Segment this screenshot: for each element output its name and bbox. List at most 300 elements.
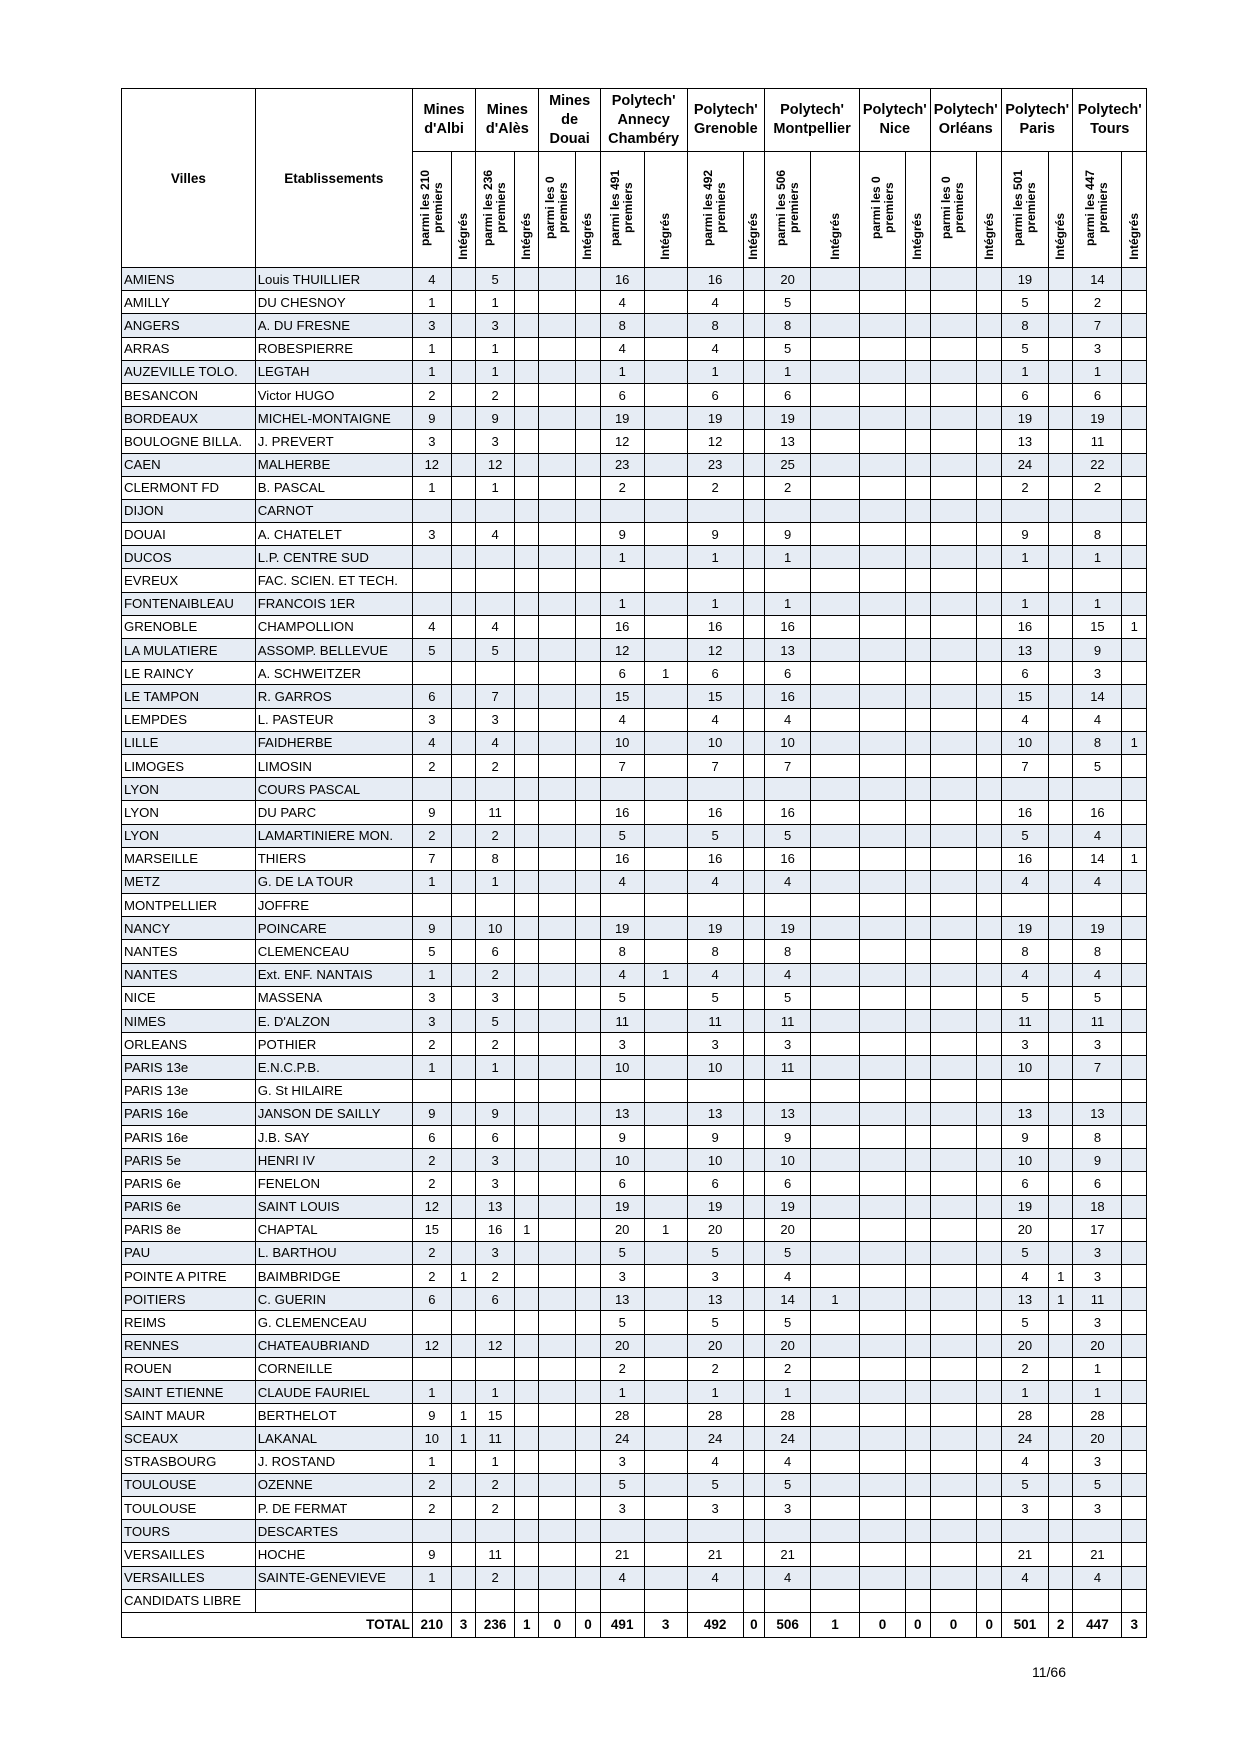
cell-value	[930, 314, 977, 337]
cell-value	[905, 1427, 930, 1450]
cell-value	[743, 917, 764, 940]
rank-subheader-label: parmi les 236 premiers	[481, 169, 509, 247]
cell-value: 19	[1073, 407, 1122, 430]
cell-value	[576, 1520, 601, 1543]
cell-value: 4	[1073, 963, 1122, 986]
cell-value	[644, 1195, 687, 1218]
cell-value: 21	[1001, 1543, 1048, 1566]
cell-value: 1	[412, 963, 451, 986]
cell-ville: PARIS 8e	[122, 1218, 256, 1241]
cell-value	[930, 1195, 977, 1218]
cell-value	[977, 383, 1002, 406]
cell-value	[743, 1241, 764, 1264]
cell-value	[860, 754, 906, 777]
cell-value	[860, 685, 906, 708]
cell-value	[539, 824, 576, 847]
cell-value	[930, 754, 977, 777]
cell-value	[860, 824, 906, 847]
cell-value: 13	[1001, 1288, 1048, 1311]
cell-value: 10	[476, 917, 515, 940]
cell-value: 19	[765, 407, 811, 430]
cell-value	[1048, 917, 1073, 940]
cell-value	[1122, 1404, 1147, 1427]
cell-value	[977, 1589, 1002, 1612]
table-header	[122, 89, 1147, 268]
cell-value	[1122, 1125, 1147, 1148]
cell-value: 8	[1073, 523, 1122, 546]
cell-ville: PARIS 13e	[122, 1056, 256, 1079]
cell-value	[476, 778, 515, 801]
cell-value	[905, 1357, 930, 1380]
table-footer	[122, 1612, 1147, 1637]
cell-value	[576, 268, 601, 291]
cell-value: 9	[687, 1125, 743, 1148]
cell-value	[451, 1149, 476, 1172]
cell-value	[1048, 1520, 1073, 1543]
cell-value	[539, 1033, 576, 1056]
cell-value	[1048, 546, 1073, 569]
cell-value	[743, 615, 764, 638]
cell-value	[743, 1566, 764, 1589]
cell-value	[576, 430, 601, 453]
cell-value: 4	[1001, 963, 1048, 986]
cell-value: 5	[687, 1311, 743, 1334]
cell-value	[905, 1381, 930, 1404]
cell-value: 9	[412, 917, 451, 940]
cell-value	[977, 314, 1002, 337]
cell-value: 9	[476, 1102, 515, 1125]
cell-value: 7	[476, 685, 515, 708]
cell-value	[743, 1288, 764, 1311]
cell-value: 13	[1001, 639, 1048, 662]
cell-value	[644, 546, 687, 569]
cell-value: 15	[1001, 685, 1048, 708]
cell-value: 1	[476, 291, 515, 314]
cell-value	[977, 407, 1002, 430]
cell-value: 1	[476, 337, 515, 360]
table-row	[122, 453, 1147, 476]
cell-value	[600, 1589, 644, 1612]
cell-value: 15	[412, 1218, 451, 1241]
cell-ville: RENNES	[122, 1334, 256, 1357]
cell-value	[1122, 685, 1147, 708]
cell-value	[860, 1427, 906, 1450]
cell-value	[811, 1149, 860, 1172]
total-value: 0	[977, 1612, 1002, 1637]
cell-value	[905, 1404, 930, 1427]
cell-etablissement: Ext. ENF. NANTAIS	[255, 963, 412, 986]
cell-value	[576, 1033, 601, 1056]
cell-value: 6	[765, 662, 811, 685]
total-value: 1	[811, 1612, 860, 1637]
cell-value	[576, 592, 601, 615]
cell-value	[860, 1404, 906, 1427]
cell-value	[977, 1241, 1002, 1264]
cell-value	[451, 754, 476, 777]
cell-value	[412, 592, 451, 615]
cell-value	[743, 847, 764, 870]
cell-value: 2	[412, 754, 451, 777]
cell-value: 1	[687, 592, 743, 615]
cell-value	[860, 569, 906, 592]
cell-value: 2	[476, 963, 515, 986]
cell-value	[905, 731, 930, 754]
cell-value: 8	[687, 314, 743, 337]
cell-value: 20	[765, 268, 811, 291]
cell-value	[1122, 1218, 1147, 1241]
cell-value	[451, 917, 476, 940]
cell-value	[451, 894, 476, 917]
table-row	[122, 1427, 1147, 1450]
cell-value	[1048, 430, 1073, 453]
cell-value	[451, 360, 476, 383]
cell-value: 10	[765, 731, 811, 754]
cell-value: 1	[412, 291, 451, 314]
total-value: 2	[1048, 1612, 1073, 1637]
cell-value	[811, 1566, 860, 1589]
cell-value: 22	[1073, 453, 1122, 476]
cell-value	[811, 569, 860, 592]
cell-value: 2	[1001, 1357, 1048, 1380]
cell-value	[1048, 360, 1073, 383]
cell-value: 11	[687, 1010, 743, 1033]
cell-value	[860, 708, 906, 731]
cell-value	[860, 1241, 906, 1264]
cell-value	[539, 894, 576, 917]
cell-value	[1122, 1102, 1147, 1125]
integres-subheader-label: Intégrés	[1053, 213, 1068, 260]
cell-value	[860, 731, 906, 754]
cell-value	[514, 801, 539, 824]
cell-etablissement: POTHIER	[255, 1033, 412, 1056]
cell-value	[905, 337, 930, 360]
cell-value: 8	[600, 940, 644, 963]
cell-value	[860, 383, 906, 406]
cell-ville: POITIERS	[122, 1288, 256, 1311]
table-row	[122, 546, 1147, 569]
cell-value: 12	[687, 430, 743, 453]
cell-value	[576, 963, 601, 986]
cell-value	[644, 1079, 687, 1102]
cell-value: 16	[600, 268, 644, 291]
cell-value: 19	[1001, 407, 1048, 430]
cell-value: 10	[412, 1427, 451, 1450]
cell-value: 4	[1073, 708, 1122, 731]
table-row	[122, 476, 1147, 499]
cell-value	[1048, 476, 1073, 499]
cell-value	[860, 337, 906, 360]
cell-value	[514, 708, 539, 731]
cell-value	[811, 1450, 860, 1473]
cell-value	[576, 1241, 601, 1264]
cell-etablissement: LAKANAL	[255, 1427, 412, 1450]
cell-value	[930, 383, 977, 406]
cell-ville: ARRAS	[122, 337, 256, 360]
cell-value	[539, 1265, 576, 1288]
cell-value: 4	[476, 615, 515, 638]
cell-value	[811, 708, 860, 731]
table-row	[122, 291, 1147, 314]
cell-value: 4	[687, 708, 743, 731]
cell-value	[811, 731, 860, 754]
cell-value	[576, 1381, 601, 1404]
cell-value: 4	[1001, 708, 1048, 731]
cell-value: 5	[765, 337, 811, 360]
cell-ville: SCEAUX	[122, 1427, 256, 1450]
cell-value	[451, 291, 476, 314]
cell-value: 20	[687, 1334, 743, 1357]
cell-value	[860, 1010, 906, 1033]
cell-value: 4	[1073, 870, 1122, 893]
cell-value	[451, 824, 476, 847]
cell-value	[743, 1543, 764, 1566]
cell-value	[743, 1520, 764, 1543]
cell-value: 5	[687, 1473, 743, 1496]
integres-subheader	[644, 152, 687, 268]
table-row	[122, 847, 1147, 870]
cell-value	[811, 1543, 860, 1566]
cell-value: 20	[1073, 1334, 1122, 1357]
cell-value	[476, 1589, 515, 1612]
rank-subheader-label: parmi les 491 premiers	[608, 169, 636, 247]
cell-value	[451, 1450, 476, 1473]
page-number: 11/66	[1032, 1664, 1066, 1680]
cell-value	[811, 1010, 860, 1033]
cell-value	[451, 963, 476, 986]
cell-value	[811, 894, 860, 917]
cell-value: 15	[600, 685, 644, 708]
total-value: 1	[514, 1612, 539, 1637]
cell-value	[644, 1102, 687, 1125]
cell-value	[576, 407, 601, 430]
cell-value	[930, 1334, 977, 1357]
cell-value: 3	[1073, 662, 1122, 685]
cell-etablissement: FENELON	[255, 1172, 412, 1195]
cell-value	[930, 1311, 977, 1334]
cell-value	[977, 430, 1002, 453]
cell-value: 4	[687, 291, 743, 314]
cell-value: 2	[476, 824, 515, 847]
table-row	[122, 754, 1147, 777]
cell-value	[451, 1056, 476, 1079]
cell-ville: LA MULATIERE	[122, 639, 256, 662]
cell-etablissement: POINCARE	[255, 917, 412, 940]
cell-value	[514, 499, 539, 522]
cell-value	[539, 1172, 576, 1195]
cell-value	[576, 639, 601, 662]
cell-value: 13	[765, 639, 811, 662]
cell-value	[1048, 1079, 1073, 1102]
column-header-villes: Villes	[122, 89, 256, 268]
cell-value	[1048, 731, 1073, 754]
cell-value	[905, 592, 930, 615]
cell-value: 8	[765, 314, 811, 337]
cell-value	[905, 453, 930, 476]
cell-value	[743, 1265, 764, 1288]
cell-value	[765, 499, 811, 522]
cell-value	[1048, 778, 1073, 801]
cell-value	[539, 1589, 576, 1612]
cell-value: 5	[600, 824, 644, 847]
table-row	[122, 383, 1147, 406]
cell-value	[977, 592, 1002, 615]
cell-value: 19	[1073, 917, 1122, 940]
table-row	[122, 801, 1147, 824]
school-header: Polytech' Tours	[1073, 89, 1147, 152]
cell-value: 9	[1001, 1125, 1048, 1148]
cell-value: 13	[765, 430, 811, 453]
cell-value	[1122, 1427, 1147, 1450]
cell-value	[930, 917, 977, 940]
cell-value	[451, 1125, 476, 1148]
table-row	[122, 1357, 1147, 1380]
cell-value: 5	[687, 824, 743, 847]
cell-value: 10	[765, 1149, 811, 1172]
table-row	[122, 337, 1147, 360]
cell-value: 6	[476, 940, 515, 963]
cell-value	[1122, 1450, 1147, 1473]
cell-etablissement: G. DE LA TOUR	[255, 870, 412, 893]
total-value: 506	[765, 1612, 811, 1637]
cell-value	[811, 523, 860, 546]
cell-etablissement: OZENNE	[255, 1473, 412, 1496]
cell-value	[644, 1149, 687, 1172]
cell-value	[811, 685, 860, 708]
cell-value: 4	[687, 1566, 743, 1589]
cell-value	[860, 870, 906, 893]
cell-value	[644, 569, 687, 592]
cell-value	[905, 1450, 930, 1473]
cell-value	[514, 1473, 539, 1496]
cell-value	[644, 314, 687, 337]
cell-value	[514, 1589, 539, 1612]
cell-value: 24	[1001, 453, 1048, 476]
cell-value	[905, 801, 930, 824]
school-header: Polytech' Grenoble	[687, 89, 765, 152]
cell-value	[811, 778, 860, 801]
cell-ville: BOULOGNE BILLA.	[122, 430, 256, 453]
cell-value	[687, 569, 743, 592]
cell-value	[905, 940, 930, 963]
cell-value	[576, 1311, 601, 1334]
cell-value	[476, 546, 515, 569]
cell-value	[743, 291, 764, 314]
cell-etablissement: L. BARTHOU	[255, 1241, 412, 1264]
cell-ville: AUZEVILLE TOLO.	[122, 360, 256, 383]
cell-value: 4	[412, 268, 451, 291]
cell-value: 8	[1073, 940, 1122, 963]
cell-value	[412, 778, 451, 801]
cell-value	[811, 1172, 860, 1195]
cell-value	[451, 1218, 476, 1241]
rank-subheader-label: parmi les 492 premiers	[701, 169, 729, 247]
cell-value	[539, 1311, 576, 1334]
cell-value: 7	[765, 754, 811, 777]
integres-subheader	[514, 152, 539, 268]
cell-value	[977, 1102, 1002, 1125]
cell-value	[1122, 546, 1147, 569]
cell-value	[860, 1473, 906, 1496]
cell-value	[905, 824, 930, 847]
cell-value: 4	[765, 870, 811, 893]
cell-value	[930, 963, 977, 986]
cell-value: 3	[476, 314, 515, 337]
cell-etablissement: CHAMPOLLION	[255, 615, 412, 638]
cell-value	[576, 1010, 601, 1033]
cell-value	[1048, 847, 1073, 870]
cell-value: 9	[412, 1404, 451, 1427]
cell-value: 5	[1001, 1311, 1048, 1334]
cell-value	[1122, 662, 1147, 685]
cell-value: 10	[687, 1056, 743, 1079]
cell-value: 9	[1073, 639, 1122, 662]
total-value: 0	[743, 1612, 764, 1637]
cell-value: 12	[476, 453, 515, 476]
cell-value	[1048, 1149, 1073, 1172]
cell-value	[977, 1427, 1002, 1450]
cell-value: 7	[687, 754, 743, 777]
cell-value	[930, 1404, 977, 1427]
cell-value	[687, 1520, 743, 1543]
cell-value: 5	[765, 824, 811, 847]
cell-value: 8	[1073, 1125, 1122, 1148]
integres-subheader	[1048, 152, 1073, 268]
cell-value: 5	[765, 1241, 811, 1264]
cell-value	[687, 894, 743, 917]
cell-value: 13	[687, 1102, 743, 1125]
cell-value	[977, 1195, 1002, 1218]
integres-subheader	[743, 152, 764, 268]
cell-value	[930, 986, 977, 1009]
cell-etablissement: G. St HILAIRE	[255, 1079, 412, 1102]
cell-value	[811, 870, 860, 893]
cell-value: 4	[412, 731, 451, 754]
cell-value	[1048, 291, 1073, 314]
cell-value	[811, 940, 860, 963]
cell-value	[905, 1265, 930, 1288]
cell-value	[476, 592, 515, 615]
cell-value: 16	[765, 685, 811, 708]
cell-value: 4	[600, 337, 644, 360]
total-value: 492	[687, 1612, 743, 1637]
cell-value	[514, 1334, 539, 1357]
cell-value	[860, 778, 906, 801]
cell-value: 2	[476, 1033, 515, 1056]
cell-value	[1073, 778, 1122, 801]
rank-subheader	[600, 152, 644, 268]
cell-value	[539, 847, 576, 870]
cell-ville: TOULOUSE	[122, 1473, 256, 1496]
cell-ville: GRENOBLE	[122, 615, 256, 638]
cell-value: 6	[476, 1125, 515, 1148]
cell-value	[644, 360, 687, 383]
cell-value	[1122, 639, 1147, 662]
cell-value: 9	[600, 1125, 644, 1148]
cell-value	[743, 870, 764, 893]
cell-value	[514, 407, 539, 430]
cell-value: 9	[412, 407, 451, 430]
cell-value: 6	[1073, 1172, 1122, 1195]
cell-value	[576, 1056, 601, 1079]
cell-value	[811, 1473, 860, 1496]
cell-value: 1	[412, 360, 451, 383]
cell-value	[905, 523, 930, 546]
cell-value	[1073, 499, 1122, 522]
cell-value	[539, 476, 576, 499]
cell-value	[1048, 1334, 1073, 1357]
cell-value	[743, 1473, 764, 1496]
cell-value	[905, 1172, 930, 1195]
